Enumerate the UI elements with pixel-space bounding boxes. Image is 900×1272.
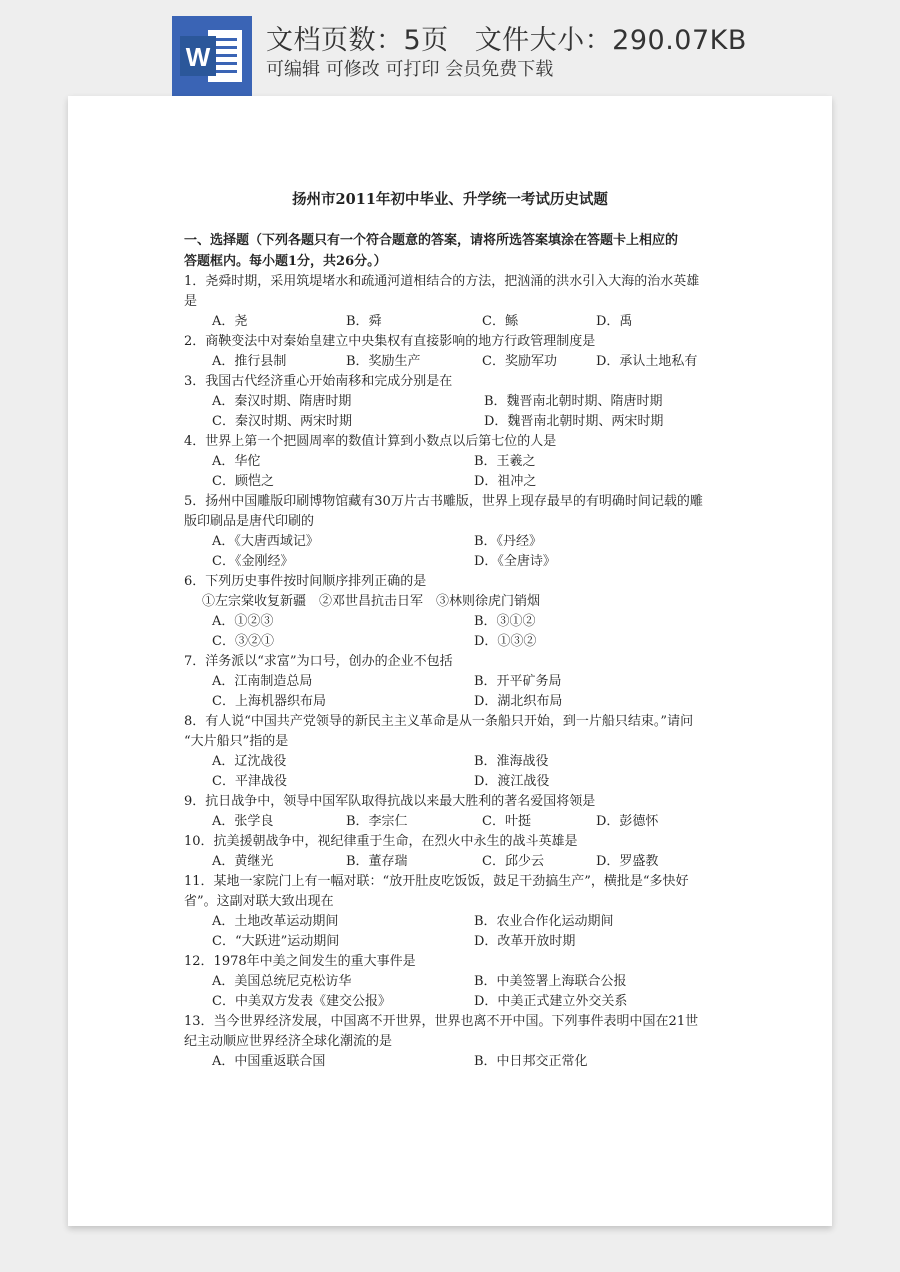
answer-option: C．上海机器织布局 — [212, 694, 326, 709]
answer-option: D．彭德怀 — [596, 814, 659, 829]
answer-option: B．中日邦交正常化 — [474, 1054, 588, 1069]
answer-option: A．中国重返联合国 — [212, 1054, 326, 1069]
answer-option: B．中美签署上海联合公报 — [474, 974, 627, 989]
feature-modifiable: 可修改 — [325, 59, 380, 80]
question-line: 1．尧舜时期，采用筑堤堵水和疏通河道相结合的方法，把汹涌的洪水引入大海的治水英雄 — [184, 274, 700, 289]
feature-printable: 可打印 — [385, 59, 440, 80]
feature-editable: 可编辑 — [266, 59, 320, 80]
question-line: 省”。这副对联大致出现在 — [184, 894, 334, 909]
answer-option: C．鲧 — [482, 314, 518, 329]
question-line: 3．我国古代经济重心开始南移和完成分别是在 — [184, 374, 453, 389]
svg-text:W: W — [185, 42, 211, 72]
answer-option: B．奖励生产 — [346, 354, 421, 369]
question-line: 版印刷品是唐代印刷的 — [184, 514, 315, 529]
question-line: 5．扬州中国雕版印刷博物馆藏有30万片古书雕版，世界上现存最早的有明确时间记载的雕 — [184, 494, 703, 509]
answer-option: D．《全唐诗》 — [474, 554, 556, 569]
answer-option: A．推行县制 — [212, 354, 287, 369]
answer-option: A．华佗 — [212, 454, 261, 469]
question-line: ①左宗棠收复新疆 ②邓世昌抗击日军 ③林则徐虎门销烟 — [202, 594, 541, 609]
answer-option: B．开平矿务局 — [474, 674, 562, 689]
answer-option: A．美国总统尼克松访华 — [212, 974, 352, 989]
page-count-label: 文档页数：5页 — [266, 25, 449, 56]
answer-option: A．尧 — [212, 314, 248, 329]
answer-option: C．“大跃进”运动期间 — [212, 934, 340, 949]
answer-option: A．黄继光 — [212, 854, 274, 869]
answer-option: C．邱少云 — [482, 854, 544, 869]
answer-option: D．禹 — [596, 314, 633, 329]
answer-option: B．农业合作化运动期间 — [474, 914, 614, 929]
feature-list — [266, 55, 553, 81]
answer-option: D．魏晋南北朝时期、两宋时期 — [484, 414, 664, 429]
answer-option: A．辽沈战役 — [212, 754, 287, 769]
question-line: 是 — [184, 294, 198, 309]
answer-option: B．王羲之 — [474, 454, 536, 469]
answer-option: B．淮海战役 — [474, 754, 549, 769]
answer-option: B．《丹经》 — [474, 534, 543, 549]
answer-option: A．秦汉时期、隋唐时期 — [212, 394, 352, 409]
word-document-icon — [172, 16, 252, 96]
file-info-line — [266, 18, 747, 57]
question-line: 6．下列历史事件按时间顺序排列正确的是 — [184, 574, 427, 589]
answer-option: D．承认土地私有 — [596, 354, 698, 369]
question-line: 4．世界上第一个把圆周率的数值计算到小数点以后第七位的人是 — [184, 434, 557, 449]
answer-option: A．土地改革运动期间 — [212, 914, 339, 929]
answer-option: C．秦汉时期、两宋时期 — [212, 414, 352, 429]
section-heading-line: 一、选择题（下列各题只有一个符合题意的答案，请将所选答案填涂在答题卡上相应的 — [184, 233, 679, 248]
answer-option: A．江南制造总局 — [212, 674, 313, 689]
question-line: 12．1978年中美之间发生的重大事件是 — [184, 954, 416, 969]
answer-option: B．董存瑞 — [346, 854, 408, 869]
answer-option: B．魏晋南北朝时期、隋唐时期 — [484, 394, 663, 409]
exam-title: 扬州市2011年初中毕业、升学统一考试历史试题 — [292, 191, 608, 208]
file-size-label: 文件大小：290.07KB — [474, 25, 747, 56]
section-heading-line: 答题框内。每小题1分，共26分。） — [184, 254, 387, 269]
answer-option: C．《金刚经》 — [212, 554, 294, 569]
question-line: 10．抗美援朝战争中，视纪律重于生命，在烈火中永生的战斗英雄是 — [184, 834, 578, 849]
answer-option: C．奖励军功 — [482, 354, 557, 369]
answer-option: A．《大唐西域记》 — [212, 534, 319, 549]
answer-option: A．①②③ — [212, 614, 274, 629]
question-line: 13．当今世界经济发展，中国离不开世界，世界也离不开中国。下列事件表明中国在21世 — [184, 1014, 699, 1029]
answer-option: D．渡江战役 — [474, 774, 550, 789]
document-page — [68, 96, 832, 1226]
answer-option: D．罗盛教 — [596, 854, 659, 869]
answer-option: B．舜 — [346, 314, 382, 329]
answer-option: D．祖冲之 — [474, 474, 537, 489]
answer-option: D．湖北织布局 — [474, 694, 563, 709]
answer-option: D．改革开放时期 — [474, 934, 576, 949]
feature-member-download: 会员免费下载 — [445, 59, 554, 80]
answer-option: B．李宗仁 — [346, 814, 408, 829]
answer-option: A．张学良 — [212, 814, 274, 829]
question-line: 11．某地一家院门上有一幅对联：“放开肚皮吃饭饭，鼓足干劲搞生产”，横批是“多快好 — [184, 874, 689, 889]
question-line: 纪主动顺应世界经济全球化潮流的是 — [184, 1034, 393, 1049]
answer-option: B．③①② — [474, 614, 536, 629]
answer-option: D．中美正式建立外交关系 — [474, 994, 628, 1009]
question-line: 7．洋务派以“求富”为口号，创办的企业不包括 — [184, 654, 453, 669]
question-line: 8．有人说“中国共产党领导的新民主主义革命是从一条船只开始，到一片船只结束。”请问 — [184, 714, 694, 729]
question-line: 2．商鞅变法中对秦始皇建立中央集权有直接影响的地方行政管理制度是 — [184, 334, 596, 349]
question-line: “大片船只”指的是 — [184, 734, 289, 749]
section-heading — [184, 230, 714, 272]
question-line: 9．抗日战争中，领导中国军队取得抗战以来最大胜利的著名爱国将领是 — [184, 794, 596, 809]
answer-option: C．③②① — [212, 634, 274, 649]
answer-option: C．中美双方发表《建交公报》 — [212, 994, 391, 1009]
download-info-banner — [0, 0, 900, 96]
answer-option: C．顾恺之 — [212, 474, 274, 489]
answer-option: C．叶挺 — [482, 814, 531, 829]
answer-option: D．①③② — [474, 634, 537, 649]
answer-option: C．平津战役 — [212, 774, 287, 789]
